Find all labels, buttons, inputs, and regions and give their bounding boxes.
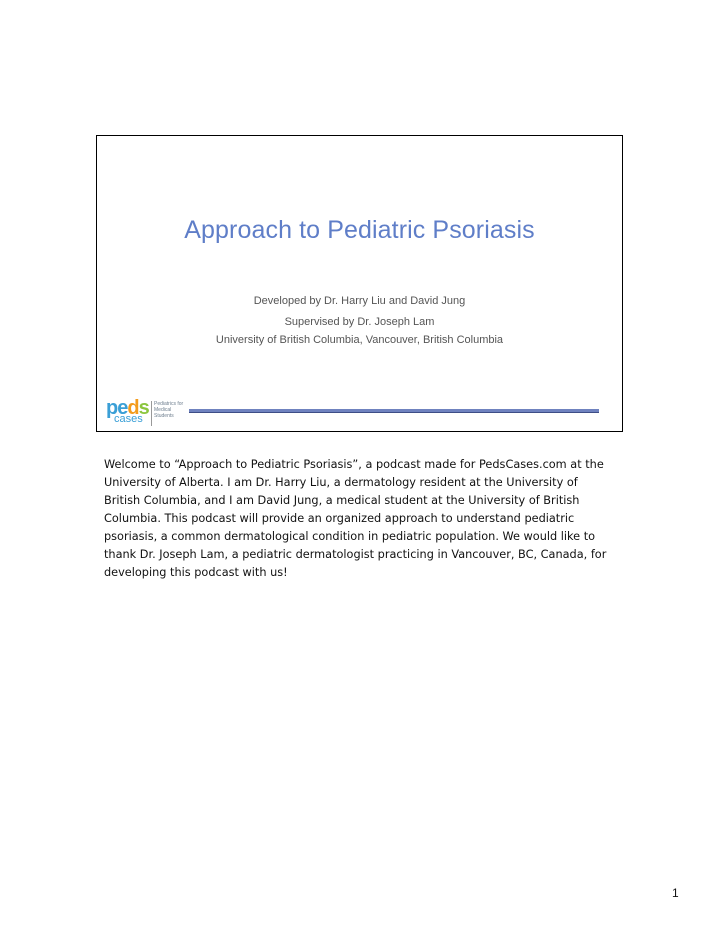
logo-peds-wordmark: peds	[106, 397, 149, 419]
logo-cases-wordmark: cases	[114, 413, 143, 425]
speaker-notes-text: Welcome to “Approach to Pediatric Psoriasis”, a podcast made for PedsCases.com at the University of Alberta. I am Dr. Harry Liu, a dermatology resident at the University of British Columbia, and I am David Jung, a medical student at the University of British Columbia. This podcast will provide an organized approach to understand pediatric psoriasis, a common dermatological condition in pediatric population. We would like to thank Dr. Joseph Lam, a pediatric dermatologist practicing in Vancouver, BC, Canada, for developing this podcast with us!	[104, 458, 607, 579]
developed-by-text: Developed by Dr. Harry Liu and David Jung	[253, 295, 466, 307]
supervised-by-text: Supervised by Dr. Joseph Lam	[284, 316, 435, 328]
pedscases-logo	[104, 398, 186, 428]
institution-text: University of British Columbia, Vancouver, British Columbia	[215, 334, 504, 346]
logo-tagline: Pediatrics for Medical Students	[154, 401, 184, 419]
slide-divider-rule	[189, 409, 599, 413]
slide-thumbnail	[96, 135, 623, 432]
slide-title: Approach to Pediatric Psoriasis	[184, 216, 535, 244]
page-number: 1	[672, 886, 679, 900]
logo-divider	[151, 401, 152, 426]
